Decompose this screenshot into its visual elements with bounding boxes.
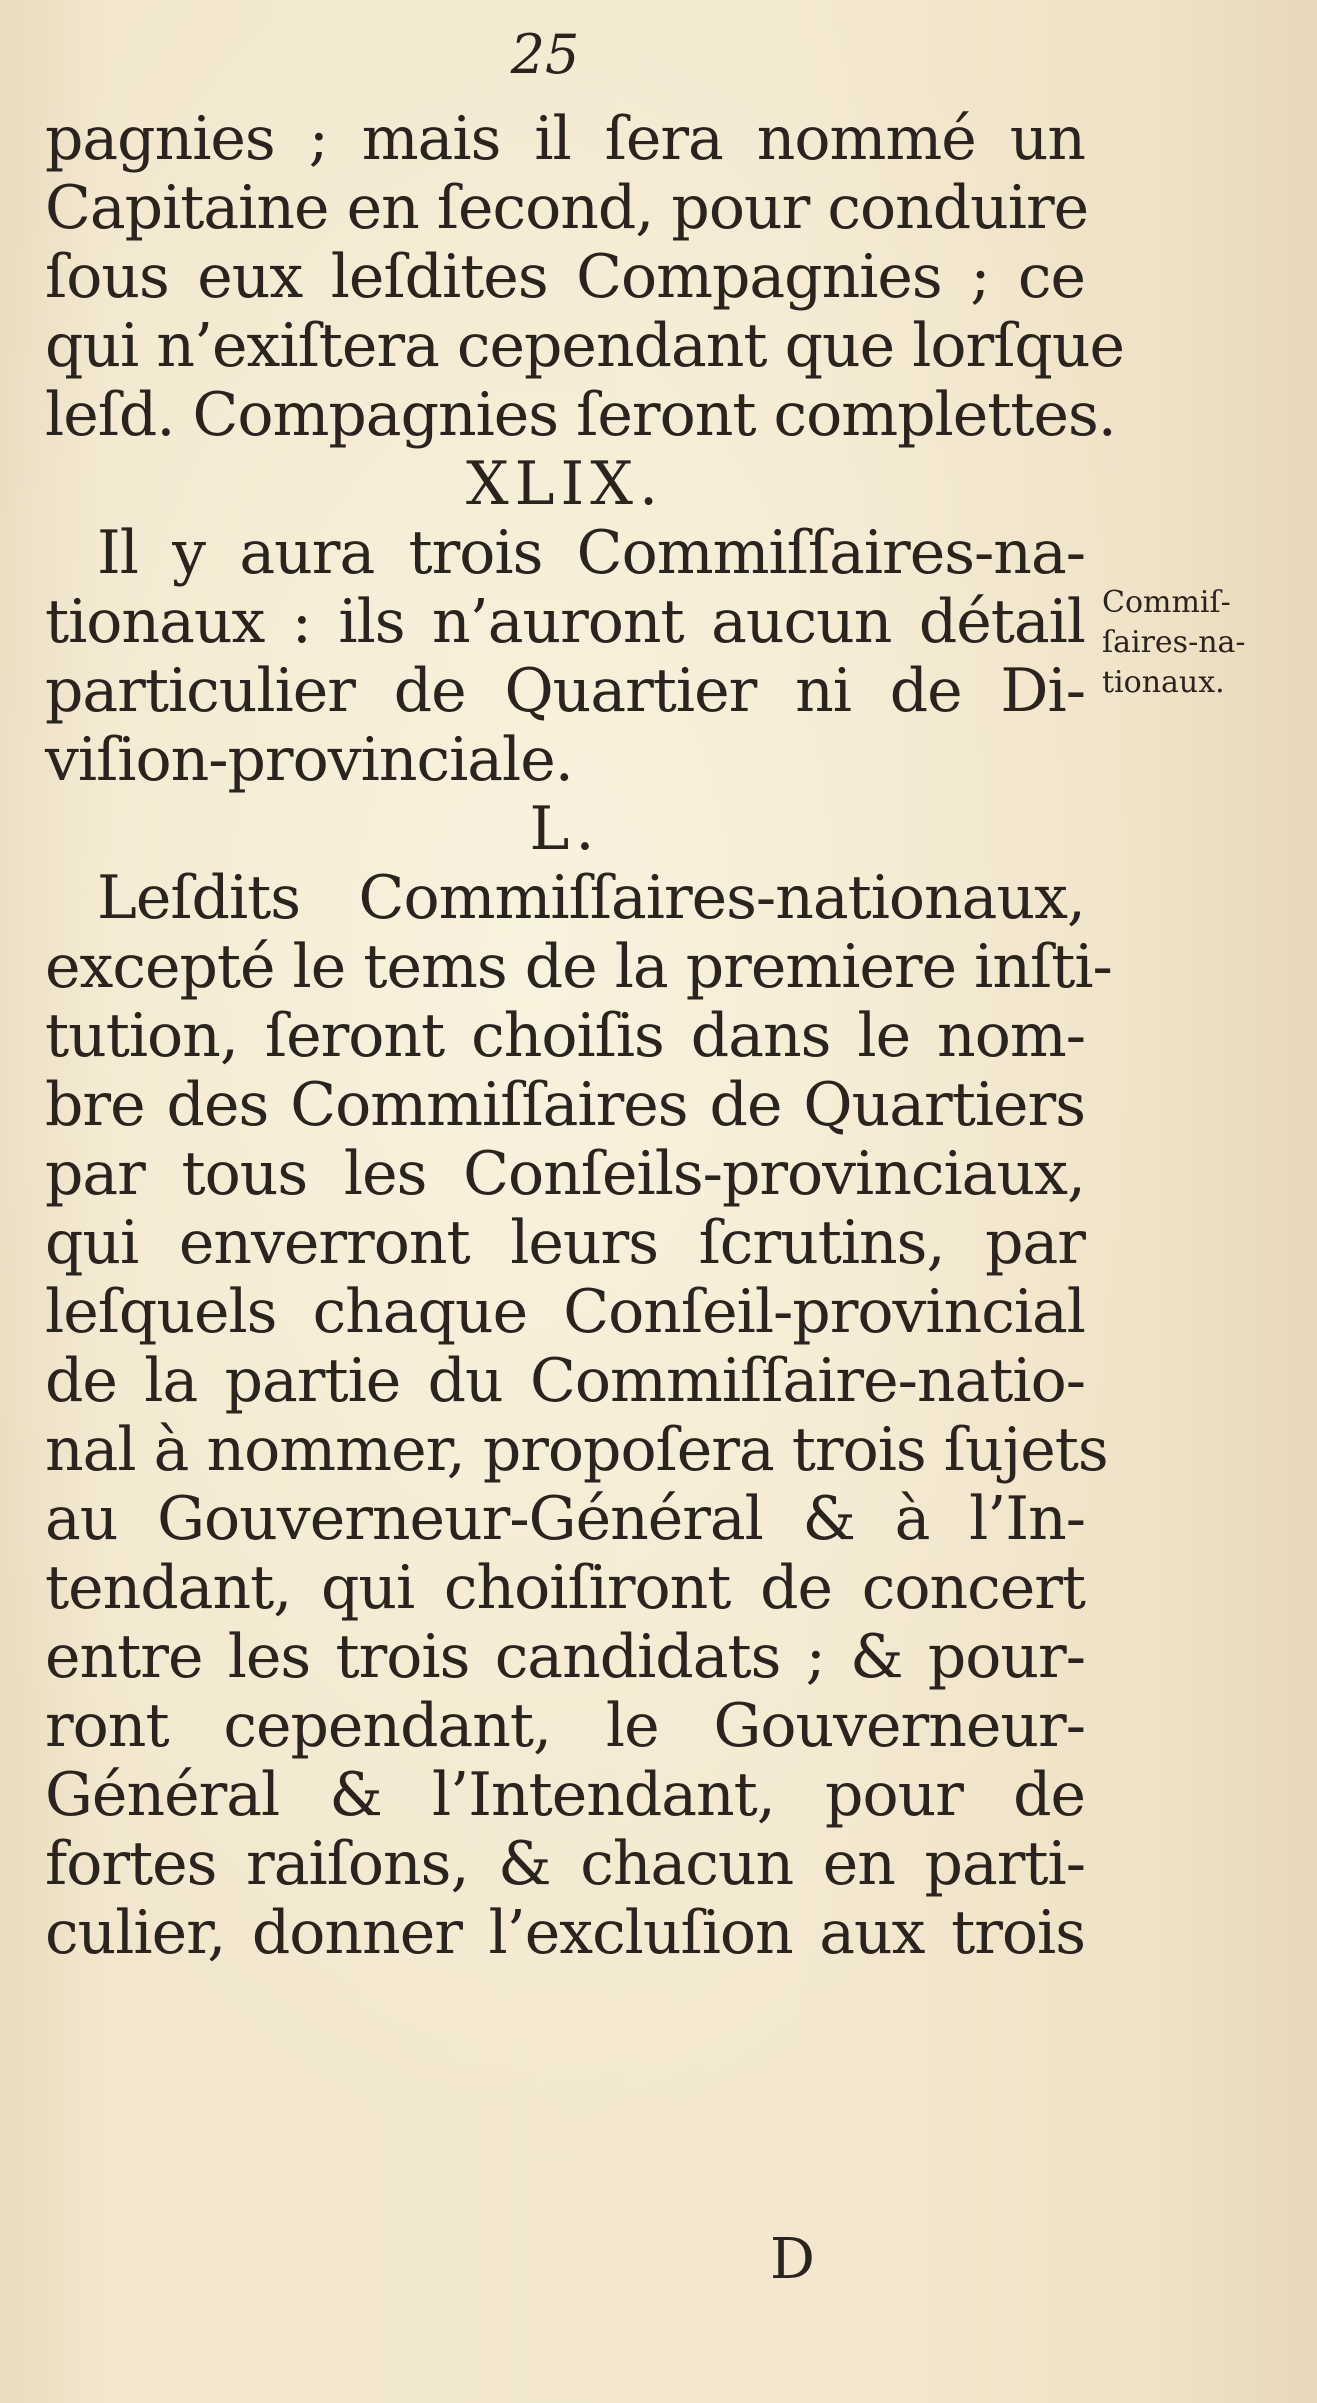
text-line: au Gouverneur-Général & à l’In- [45, 1484, 1085, 1554]
article-heading-xlix: XLIX. [465, 449, 665, 519]
text-line: qui n’exiſtera cependant que lorſque [45, 311, 1124, 381]
text-line: qui enverront leurs ſcrutins, par [45, 1208, 1085, 1278]
text-line: entre les trois candidats ; & pour- [45, 1622, 1085, 1692]
margin-note-line: ſaires-na- [1102, 625, 1246, 660]
article-heading-l: L. [529, 794, 601, 864]
text-line: de la partie du Commiſſaire-natio- [45, 1346, 1085, 1416]
margin-note [1102, 583, 1302, 703]
text-line: Général & l’Intendant, pour de [45, 1760, 1085, 1830]
text-line: Il y aura trois Commiſſaires-na- [97, 518, 1085, 588]
text-line: bre des Commiſſaires de Quartiers [45, 1070, 1085, 1140]
text-line: ront cependant, le Gouverneur- [45, 1691, 1085, 1761]
text-line: Capitaine en ſecond, pour conduire [45, 173, 1089, 243]
text-line: nal à nommer, propoſera trois ſujets [45, 1415, 1108, 1485]
text-line: culier, donner l’excluſion aux trois [45, 1898, 1085, 1968]
text-line: fortes raiſons, & chacun en parti- [45, 1829, 1085, 1899]
text-line: viſion-provinciale. [45, 725, 573, 795]
signature-mark: D [770, 2227, 815, 2292]
text-line: par tous les Conſeils-provinciaux, [45, 1139, 1085, 1209]
margin-note-line: Commiſ- [1102, 585, 1231, 620]
margin-note-line: tionaux. [1102, 665, 1225, 700]
text-line: leſquels chaque Conſeil-provincial [45, 1277, 1085, 1347]
text-line: tionaux : ils n’auront aucun détail [45, 587, 1085, 657]
page-number: 25 [510, 23, 580, 86]
text-line: excepté le tems de la premiere inſti- [45, 932, 1112, 1002]
text-line: leſd. Compagnies ſeront complettes. [45, 380, 1116, 450]
text-line: Leſdits Commiſſaires-nationaux, [97, 863, 1085, 933]
text-line: particulier de Quartier ni de Di- [45, 656, 1085, 726]
text-line: tendant, qui choiſiront de concert [45, 1553, 1085, 1623]
text-line: pagnies ; mais il ſera nommé un [45, 104, 1085, 174]
text-line: ſous eux leſdites Compagnies ; ce [45, 242, 1085, 312]
text-line: tution, ſeront choiſis dans le nom- [45, 1001, 1085, 1071]
main-text [45, 104, 1124, 1968]
